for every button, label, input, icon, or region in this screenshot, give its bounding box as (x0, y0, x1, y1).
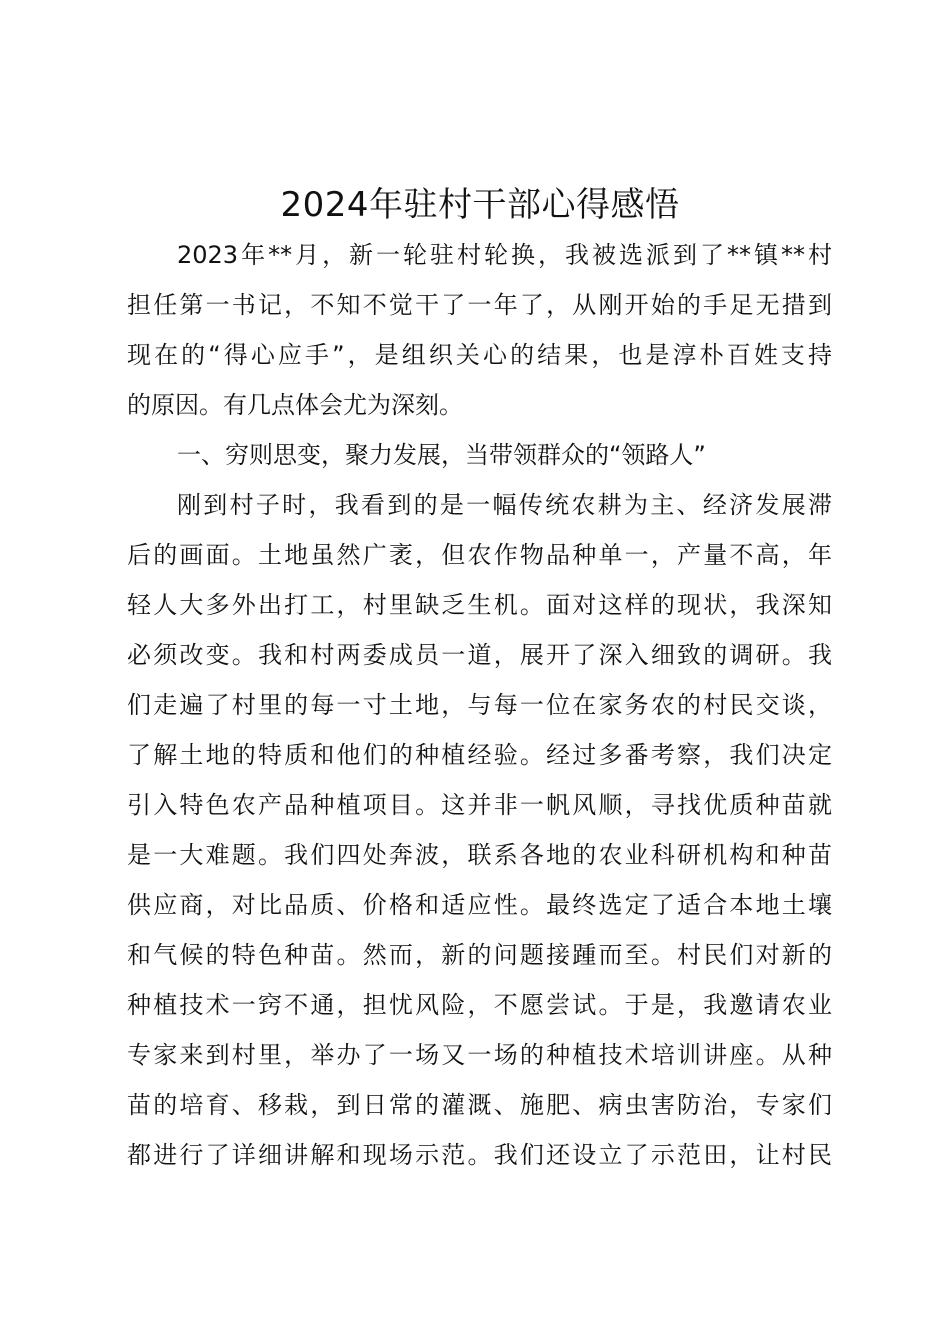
text-line: 和气候的特色种苗。然而，新的问题接踵而至。村民们对新的 (127, 941, 832, 969)
paragraph-section-one (127, 480, 832, 1180)
text-line: 是一大难题。我们四处奔波，联系各地的农业科研机构和种苗 (127, 841, 832, 869)
paragraph-intro (127, 230, 832, 430)
text-line: 种植技术一窍不通，担忧风险，不愿尝试。于是，我邀请农业 (127, 991, 832, 1019)
document-body (127, 230, 832, 1180)
text-line: 必须改变。我和村两委成员一道，展开了深入细致的调研。我 (127, 641, 832, 669)
text-line: 的原因。有几点体会尤为深刻。 (127, 391, 463, 419)
text-line: 了解土地的特质和他们的种植经验。经过多番考察，我们决定 (127, 741, 832, 769)
section-heading: 一、穷则思变，聚力发展，当带领群众的“领路人” (177, 441, 706, 469)
text-line: 轻人大多外出打工，村里缺乏生机。面对这样的现状，我深知 (127, 591, 832, 619)
text-line: 供应商，对比品质、价格和适应性。最终选定了适合本地土壤 (127, 891, 832, 919)
text-line: 苗的培育、移栽，到日常的灌溉、施肥、病虫害防治，专家们 (127, 1091, 832, 1119)
text-line: 专家来到村里，举办了一场又一场的种植技术培训讲座。从种 (127, 1041, 832, 1069)
text-line: 刚到村子时，我看到的是一幅传统农耕为主、经济发展滞 (177, 491, 832, 519)
document-title: 2024年驻村干部心得感悟 (280, 185, 680, 225)
text-line: 都进行了详细讲解和现场示范。我们还设立了示范田，让村民 (127, 1141, 832, 1169)
text-line: 引入特色农产品种植项目。这并非一帆风顺，寻找优质种苗就 (127, 791, 832, 819)
text-line: 们走遍了村里的每一寸土地，与每一位在家务农的村民交谈， (127, 691, 832, 719)
text-line: 现在的“得心应手”，是组织关心的结果，也是淳朴百姓支持 (127, 341, 832, 369)
text-line: 担任第一书记，不知不觉干了一年了，从刚开始的手足无措到 (127, 291, 832, 319)
text-line: 2023年**月，新一轮驻村轮换，我被选派到了**镇**村 (177, 241, 832, 269)
text-line: 后的画面。土地虽然广袤，但农作物品种单一，产量不高，年 (127, 541, 832, 569)
